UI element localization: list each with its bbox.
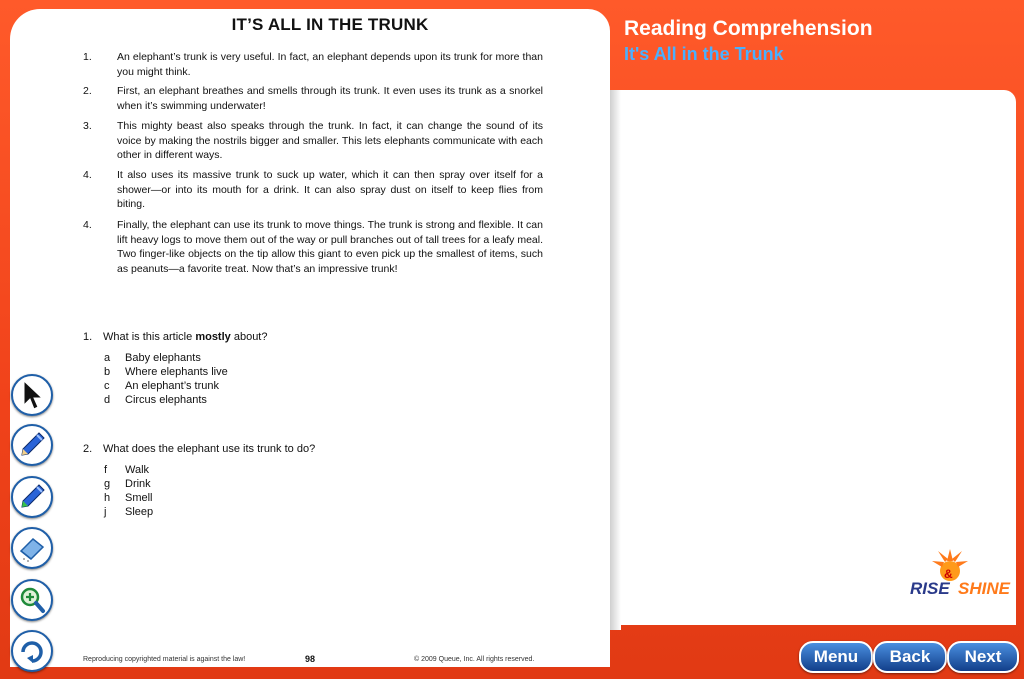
copyright-warning: Reproducing copyrighted material is against the law!	[83, 656, 246, 663]
pointer-tool[interactable]	[11, 374, 53, 416]
option-text: Walk	[125, 464, 150, 476]
paragraph	[83, 168, 543, 212]
menu-button[interactable]: Menu	[799, 641, 873, 673]
option-text: Where elephants live	[125, 366, 228, 378]
question-text: What is this article	[103, 331, 196, 343]
option-letter: d	[104, 394, 111, 406]
back-button[interactable]: Back	[873, 641, 947, 673]
paragraph	[83, 50, 543, 79]
option-letter: h	[104, 492, 111, 504]
paragraph-text: Finally, the elephant can use its trunk to move things. The trunk is strong and flexible. It can lift heavy logs to move them out of the way or pull branches out of tall trees for a leafy meal. Two finger-like objects on the tip allow this giant to even pick up the smallest of items, such as peanuts—a favorite treat. Now that’s an impressive trunk!	[117, 219, 543, 275]
option-letter: c	[104, 380, 110, 392]
rise-and-shine-logo	[908, 545, 1008, 605]
paragraph-number: 2.	[83, 85, 92, 97]
answer-option[interactable]	[104, 394, 207, 406]
undo-arrow-icon	[17, 636, 47, 666]
paragraph-number: 4.	[83, 219, 92, 231]
pen-green-tool[interactable]	[11, 476, 53, 518]
logo-rise-text: RISE	[910, 579, 950, 598]
option-text: Circus elephants	[125, 394, 207, 406]
question-text-end: about?	[230, 331, 268, 343]
option-letter: f	[104, 464, 108, 476]
eraser-icon	[17, 533, 47, 563]
pen-blue-tool[interactable]	[11, 424, 53, 466]
question-number: 1.	[83, 331, 93, 343]
paragraph	[83, 119, 543, 163]
option-text: Sleep	[125, 506, 154, 518]
logo-amp-text: &	[944, 567, 953, 581]
option-text: Smell	[125, 492, 153, 504]
question-2	[83, 443, 315, 455]
paragraph-text: It also uses its massive trunk to suck up water, which it can then spray over itself for a shower—or into its mouth for a drink. It can also spray dust on itself to keep flies from biting.	[117, 169, 543, 210]
paragraph-text: First, an elephant breathes and smells through its trunk. It even uses its trunk as a snorkel when it’s swimming underwater!	[117, 85, 543, 112]
option-letter: a	[104, 352, 111, 364]
next-button[interactable]: Next	[947, 641, 1019, 673]
question-emphasis: mostly	[195, 331, 231, 343]
page-shadow	[610, 90, 621, 630]
question-number: 2.	[83, 443, 93, 455]
question-text: What does the elephant use its trunk to do?	[103, 443, 316, 455]
paragraph	[83, 218, 543, 276]
answer-option[interactable]	[104, 506, 153, 518]
paragraph-number: 1.	[83, 51, 92, 63]
undo-tool[interactable]	[11, 630, 53, 672]
answer-option[interactable]	[104, 464, 149, 476]
panel-subtitle: It's All in the Trunk	[624, 44, 784, 64]
option-letter: b	[104, 366, 111, 378]
cursor-arrow-icon	[17, 379, 47, 411]
panel-title: Reading Comprehension	[624, 17, 873, 40]
option-text: Drink	[125, 478, 151, 490]
option-letter: g	[104, 478, 111, 490]
zoom-tool[interactable]	[11, 579, 53, 621]
option-text: An elephant’s trunk	[125, 380, 219, 392]
paragraph-text: This mighty beast also speaks through the trunk. In fact, it can change the sound of its voice by making the nostrils bigger and smaller. This lets elephants communicate with each other in different ways.	[117, 120, 543, 161]
pen-green-icon	[17, 482, 47, 512]
paragraph-number: 4.	[83, 169, 92, 181]
copyright-notice: © 2009 Queue, Inc. All rights reserved.	[414, 656, 535, 663]
eraser-tool[interactable]	[11, 527, 53, 569]
answer-option[interactable]	[104, 366, 228, 378]
question-1	[83, 331, 267, 343]
pen-blue-icon	[17, 430, 47, 460]
answer-option[interactable]	[104, 478, 151, 490]
answer-option[interactable]	[104, 492, 153, 504]
logo-shine-text: SHINE	[958, 579, 1010, 598]
paragraph-text: An elephant’s trunk is very useful. In fact, an elephant depends upon its trunk for more than you might think.	[117, 51, 543, 78]
paragraph-number: 3.	[83, 120, 92, 132]
answer-option[interactable]	[104, 380, 219, 392]
zoom-in-icon	[17, 585, 47, 615]
option-letter: j	[104, 506, 107, 518]
document-title: IT’S ALL IN THE TRUNK	[231, 15, 429, 34]
page-number: 98	[305, 654, 316, 664]
answer-option[interactable]	[104, 352, 201, 364]
option-text: Baby elephants	[125, 352, 201, 364]
paragraph	[83, 84, 543, 113]
